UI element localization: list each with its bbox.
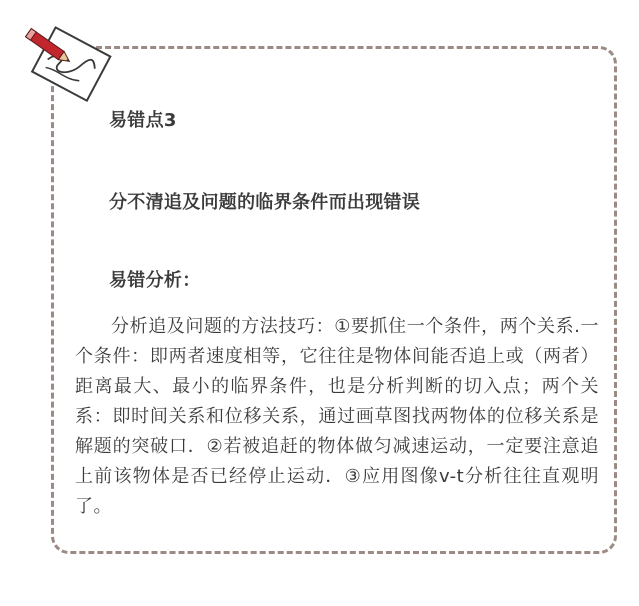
heading-error-analysis: 易错分析：	[109, 270, 201, 291]
pencil-note-icon	[18, 20, 112, 104]
analysis-paragraph: 分析追及问题的方法技巧：①要抓住一个条件，两个关系.一个条件：即两者速度相等，它往往是物体间能否追上或（两者）距离最大、最小的临界条件，也是分析判断的切入点；两个关系：即时间关系和位移关系，通过画草图找两物体的位移关系是解题的突破口．②若被追赶的物体做匀减速运动，一定要注意追上前该物体是否已经停止运动．③应用图像v-t分析往往直观明了。	[75, 316, 599, 517]
heading-error-point: 易错点3	[109, 110, 177, 131]
heading-error-topic: 分不清追及问题的临界条件而出现错误	[109, 192, 421, 213]
